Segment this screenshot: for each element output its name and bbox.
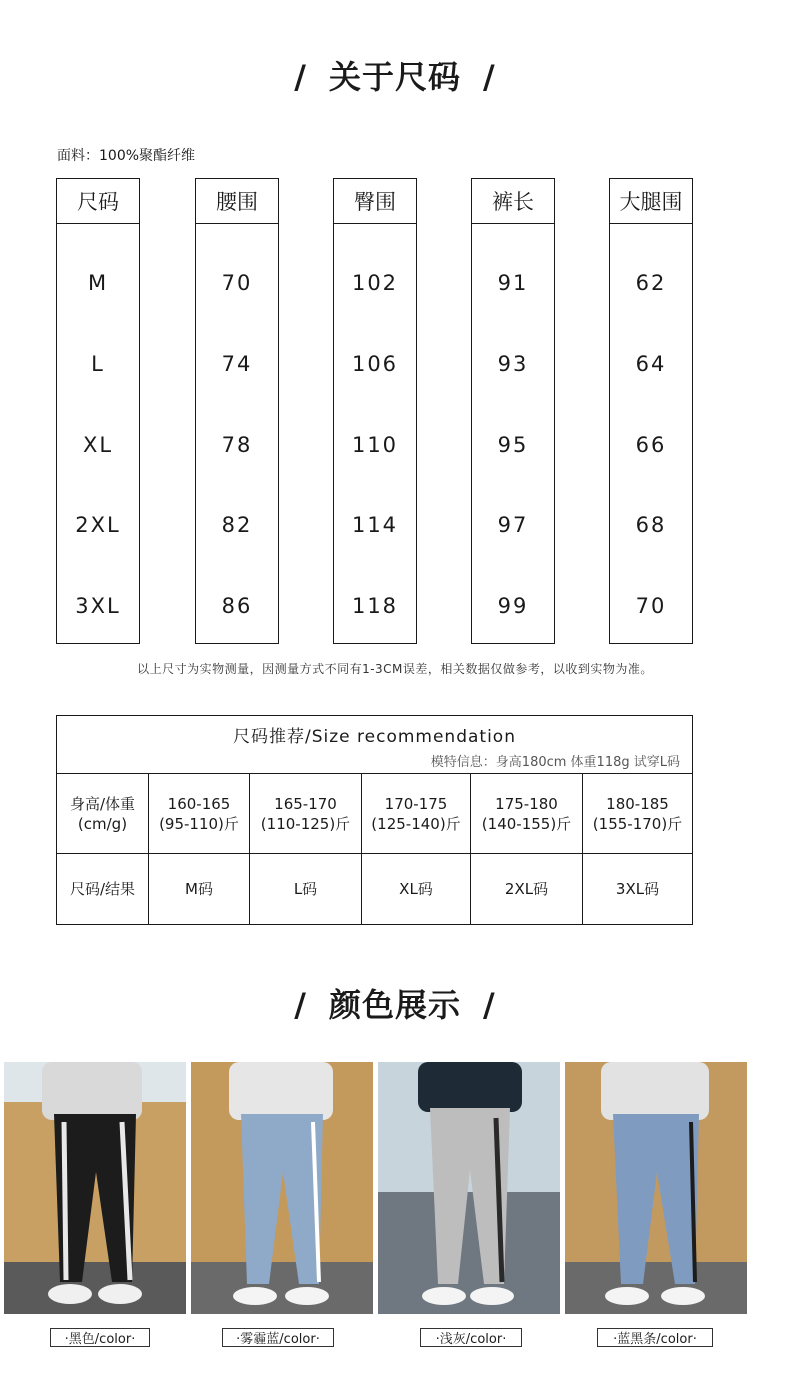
- table-cell: 62: [635, 271, 667, 295]
- title-slash-right: /: [483, 986, 496, 1024]
- range-weight: (95-110)斤: [159, 814, 239, 833]
- color-caption-black: ·黑色/color·: [50, 1328, 150, 1347]
- table-cell: XL: [82, 433, 114, 457]
- color-caption-blue-black-stripe: ·蓝黑条/color·: [597, 1328, 713, 1347]
- product-photo-light-gray: [378, 1062, 560, 1314]
- title-slash-left: /: [294, 986, 307, 1024]
- model-info: 模特信息：身高180cm 体重118g 试穿L码: [430, 755, 680, 770]
- result-cell: L码: [293, 880, 318, 898]
- range-height: 175-180: [495, 794, 558, 813]
- height-weight-label: [57, 774, 148, 853]
- size-section-title-text: 关于尺码: [328, 58, 461, 96]
- length-column: [471, 178, 555, 644]
- range-cell: [362, 774, 470, 853]
- range-cell: [250, 774, 361, 853]
- column-header: 尺码: [57, 179, 139, 224]
- column-header: 臀围: [334, 179, 416, 224]
- table-cell: M: [87, 271, 109, 295]
- table-cell: 78: [221, 433, 253, 457]
- range-weight: (155-170)斤: [592, 814, 683, 833]
- color-section-title-text: 颜色展示: [328, 986, 461, 1024]
- range-height: 180-185: [606, 794, 669, 813]
- table-cell: 102: [351, 271, 399, 295]
- table-cell: 3XL: [75, 594, 121, 618]
- size-section-title: [0, 52, 790, 98]
- size-recommendation-table: [56, 715, 693, 925]
- range-cell: [583, 774, 692, 853]
- table-cell: 2XL: [75, 513, 121, 537]
- recommendation-title: 尺码推荐/Size recommendation: [233, 727, 516, 747]
- range-height: 165-170: [274, 794, 337, 813]
- size-column: [56, 178, 140, 644]
- range-weight: (125-140)斤: [371, 814, 461, 833]
- title-slash-right: /: [483, 58, 496, 96]
- title-slash-left: /: [294, 58, 307, 96]
- color-caption-light-gray: ·浅灰/color·: [420, 1328, 522, 1347]
- table-cell: 114: [351, 513, 399, 537]
- table-cell: 86: [221, 594, 253, 618]
- product-illustration: [565, 1062, 747, 1314]
- table-cell: 110: [351, 433, 399, 457]
- height-weight-label-line1: 身高/体重: [69, 794, 136, 813]
- table-cell: 118: [351, 594, 399, 618]
- table-cell: 91: [497, 271, 529, 295]
- result-cell: M码: [185, 880, 213, 898]
- thigh-column: [609, 178, 693, 644]
- result-cell: XL码: [399, 880, 433, 898]
- table-cell: 93: [497, 352, 529, 376]
- table-cell: L: [91, 352, 105, 376]
- range-height: 160-165: [167, 794, 231, 813]
- table-cell: 70: [635, 594, 667, 618]
- table-cell: 64: [635, 352, 667, 376]
- measurement-note: 以上尺寸为实物测量，因测量方式不同有1-3CM误差，相关数据仅做参考，以收到实物为准。: [137, 662, 653, 676]
- table-cell: 66: [635, 433, 667, 457]
- result-cell: 2XL码: [504, 880, 549, 898]
- table-cell: 70: [221, 271, 253, 295]
- column-header: 裤长: [472, 179, 554, 224]
- fabric-info: 面料：100%聚酯纤维: [57, 148, 196, 164]
- range-cell: [471, 774, 582, 853]
- range-height: 170-175: [384, 794, 448, 813]
- table-cell: 99: [497, 594, 529, 618]
- column-header: 腰围: [196, 179, 278, 224]
- waist-column: [195, 178, 279, 644]
- table-cell: 106: [351, 352, 399, 376]
- range-weight: (140-155)斤: [481, 814, 572, 833]
- product-illustration: [378, 1062, 560, 1314]
- product-photo-haze-blue: [191, 1062, 373, 1314]
- product-illustration: [191, 1062, 373, 1314]
- color-caption-haze-blue: ·雾霾蓝/color·: [222, 1328, 334, 1347]
- table-cell: 68: [635, 513, 667, 537]
- range-weight: (110-125)斤: [260, 814, 351, 833]
- column-header: 大腿围: [610, 179, 692, 224]
- hip-column: [333, 178, 417, 644]
- product-illustration: [4, 1062, 186, 1314]
- table-cell: 97: [497, 513, 529, 537]
- product-photo-black: [4, 1062, 186, 1314]
- product-photo-blue-black-stripe: [565, 1062, 747, 1314]
- table-cell: 74: [221, 352, 253, 376]
- result-cell: 3XL码: [615, 880, 660, 898]
- range-cell: [149, 774, 249, 853]
- table-cell: 82: [221, 513, 253, 537]
- table-cell: 95: [497, 433, 529, 457]
- height-weight-label-line2: (cm/g): [77, 814, 128, 833]
- size-result-label: 尺码/结果: [69, 880, 136, 898]
- color-section-title: [0, 980, 790, 1026]
